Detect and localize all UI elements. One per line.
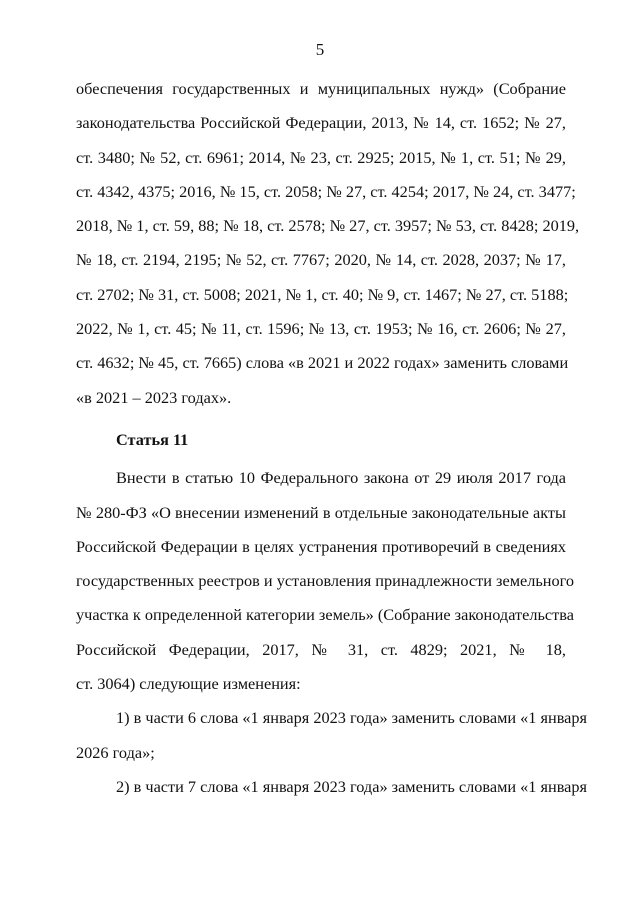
text-line: 2022, № 1, ст. 45; № 11, ст. 1596; № 13, ст. 1953; № 16, ст. 2606; № 27, (76, 319, 566, 339)
text-line: Российской Федерации, 2017, № 31, ст. 4829; 2021, № 18, (76, 639, 566, 659)
text-line: законодательства Российской Федерации, 2013, № 14, ст. 1652; № 27, (76, 113, 566, 133)
paragraph-continuation (76, 72, 580, 415)
text-line: 1) в части 6 слова «1 января 2023 года» заменить словами «1 января (116, 708, 588, 728)
text-line: участка к определенной категории земель» (Собрание законодательства (76, 605, 574, 625)
text-line: 2026 года»; (76, 742, 155, 762)
text-line: Российской Федерации в целях устранения противоречий в сведениях (76, 536, 566, 556)
text-line: «в 2021 – 2023 годах». (76, 387, 232, 407)
document-body (76, 72, 588, 804)
text-line: ст. 4342, 4375; 2016, № 15, ст. 2058; № 27, ст. 4254; 2017, № 24, ст. 3477; (76, 181, 576, 201)
article-intro-paragraph (76, 461, 575, 701)
text-line: ст. 3480; № 52, ст. 6961; 2014, № 23, ст. 2925; 2015, № 1, ст. 51; № 29, (76, 147, 566, 167)
text-line: ст. 2702; № 31, ст. 5008; 2021, № 1, ст. 40; № 9, ст. 1467; № 27, ст. 5188; (76, 284, 569, 304)
text-line: Внести в статью 10 Федерального закона от 29 июля 2017 года (116, 468, 566, 488)
text-line: № 18, ст. 2194, 2195; № 52, ст. 7767; 2020, № 14, ст. 2028, 2037; № 17, (76, 250, 566, 270)
article-heading: Статья 11 (116, 429, 189, 449)
text-line: ст. 3064) следующие изменения: (76, 674, 301, 694)
text-line: № 280-ФЗ «О внесении изменений в отдельные законодательные акты (76, 502, 566, 522)
list-item-2 (76, 770, 588, 804)
text-line: государственных реестров и установления принадлежности земельного (76, 571, 575, 591)
page-number: 5 (315, 40, 325, 59)
text-line: 2) в части 7 слова «1 января 2023 года» заменить словами «1 января (116, 776, 588, 796)
list-item-1 (76, 701, 588, 770)
text-line: 2018, № 1, ст. 59, 88; № 18, ст. 2578; № 27, ст. 3957; № 53, ст. 8428; 2019, (76, 216, 580, 236)
text-line: ст. 4632; № 45, ст. 7665) слова «в 2021 и 2022 годах» заменить словами (76, 353, 569, 373)
text-line: обеспечения государственных и муниципальных нужд» (Собрание (76, 79, 566, 98)
